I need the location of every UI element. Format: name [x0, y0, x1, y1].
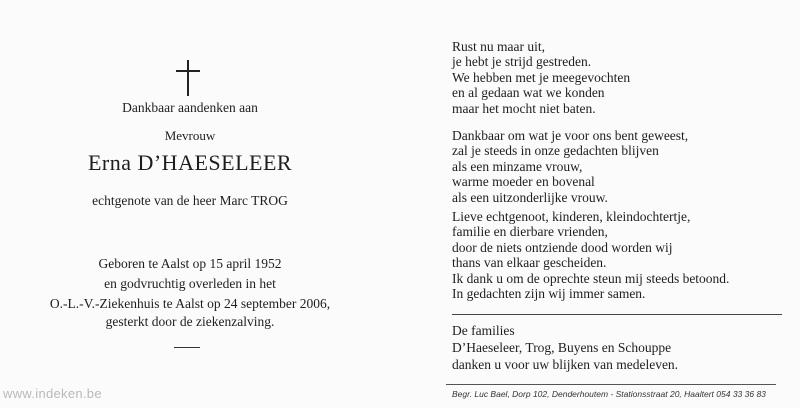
poem-line: In gedachten zijn wij immer samen. — [452, 286, 646, 302]
poem-line: Lieve echtgenoot, kinderen, kleindochtertje, — [452, 209, 691, 224]
sacrament-text: gesterkt door de ziekenzalving. — [105, 314, 275, 329]
poem-line: als een minzame vrouw, — [452, 158, 583, 174]
deceased-name: Erna D’HAESELEER — [87, 150, 293, 175]
poem-line: Dankbaar om wat je voor ons bent geweest, — [452, 128, 689, 143]
left-panel — [0, 0, 380, 408]
short-divider — [174, 347, 200, 348]
cross-vertical-bar — [187, 60, 189, 96]
poem-line: en al gedaan wat we konden — [452, 85, 605, 101]
poem-line: je hebt je strijd gestreden. — [452, 54, 592, 70]
family-thanks — [452, 322, 678, 373]
poem-line: door de niets ontziende dood worden wij — [452, 239, 673, 255]
poem-line: als een uitzonderlijke vrouw. — [452, 189, 608, 205]
printer-credit: Begr. Luc Bael, Dorp 102, Denderhoutem - Stationsstraat 20, Haaltert 054 33 36 83 — [452, 389, 766, 399]
birth-text: Geboren te Aalst op 15 april 1952 — [98, 256, 282, 271]
poem-line: Rust nu maar uit, — [452, 39, 545, 54]
death-text-line1: en godvruchtig overleden in het — [104, 276, 276, 291]
poem-line: thans van elkaar gescheiden. — [452, 255, 607, 271]
death-text-line2: O.-L.-V.-Ziekenhuis te Aalst op 24 september 2006, — [49, 296, 331, 311]
salutation-text: Mevrouw — [164, 128, 216, 143]
printer-divider — [446, 384, 776, 385]
thanks-line: D’Haeseleer, Trog, Buyens en Schouppe — [452, 340, 672, 355]
poem-line: familie en dierbare vrienden, — [452, 224, 608, 240]
poem-line: Ik dank u om de oprechte steun mij steeds betoond. — [452, 270, 730, 286]
cross-icon — [176, 60, 200, 96]
dedication-text: Dankbaar aandenken aan — [122, 100, 258, 115]
poem-stanza-2 — [452, 128, 688, 205]
spouse-text: echtgenote van de heer Marc TROG — [92, 193, 288, 208]
poem-stanza-3 — [452, 209, 729, 301]
poem-line: maar het mocht niet baten. — [452, 100, 596, 116]
cross-horizontal-bar — [176, 70, 200, 72]
poem-line: zal je steeds in onze gedachten blijven — [452, 143, 659, 159]
right-panel — [452, 0, 792, 408]
poem-stanza-1 — [452, 39, 630, 116]
thanks-divider — [452, 314, 782, 315]
thanks-line: De families — [452, 323, 515, 338]
poem-line: warme moeder en bovenal — [452, 174, 595, 190]
poem-line: We hebben met je meegevochten — [452, 69, 631, 85]
thanks-line: danken u voor uw blijken van medeleven. — [452, 357, 679, 372]
watermark: www.indeken.be — [3, 386, 102, 401]
